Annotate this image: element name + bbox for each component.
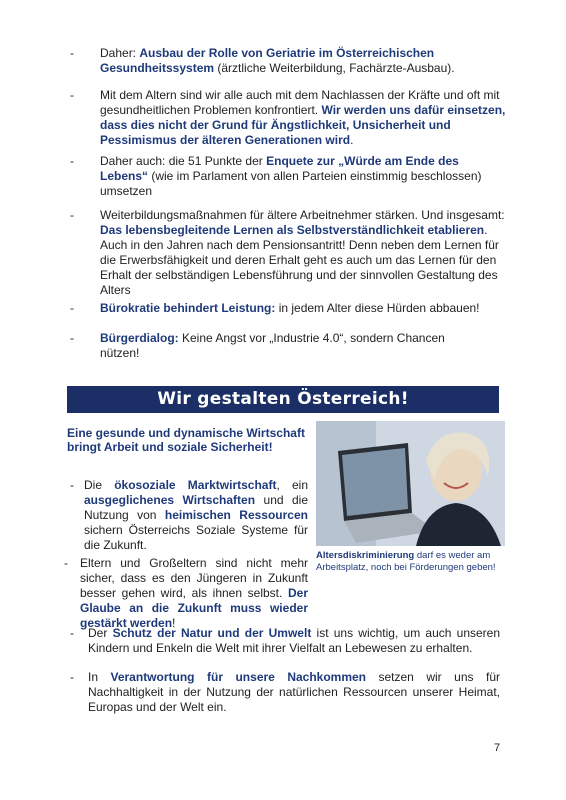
bullet-run: ist uns wichtig, um auch unseren Kindern und Enkeln die Welt mit ihrer Vielfalt an Lebewesen zu erhalten. [88,626,501,655]
section-banner: Wir gestalten Österreich! [67,386,499,413]
bullet-run: Eltern und Großeltern sind nicht mehr sicher, dass es den Jüngeren in Zukunft besser gehen wird, als ihnen selbst. [80,556,308,600]
bullet-run: Keine Angst vor „Industrie 4.0“, sondern Chancen nützen! [100,331,445,360]
photo-caption [316,550,511,574]
bullet-text [100,331,480,361]
bullet-dash: - [70,626,74,640]
caption-text: darf es weder am Arbeitsplatz, noch bei Förderungen geben! [316,550,496,573]
bullet-text [100,154,510,199]
bullet-run: Der [88,626,113,640]
bullet-emphasis: Bürokratie behindert Leistung: [100,301,276,315]
bullet-run: (wie im Parlament von allen Parteien einstimmig beschlossen) umsetzen [100,169,482,198]
section-intro: Eine gesunde und dynamische Wirtschaft bringt Arbeit und soziale Sicherheit! [67,426,305,454]
bullet-run: ! [172,616,176,630]
bullet-text [100,88,510,148]
bullet-dash: - [70,46,74,60]
bullet-dash: - [70,154,74,168]
bullet-emphasis: Wir werden uns dafür einsetzen, dass dies nicht der Grund für Ängstlichkeit, Unsicherheit und Pessimismus der älteren Generationen wird [100,103,506,147]
bullet-item [64,556,308,631]
bullet-item [70,88,510,148]
bullet-item [70,208,510,298]
bullet-run: , ein [276,478,309,492]
bullet-dash: - [70,88,74,102]
bullet-emphasis: ausgeglichenes Wirtschaften [84,493,256,507]
bullet-item [70,154,510,199]
bullet-item [70,46,510,76]
bullet-item [70,478,308,553]
bullet-run: Daher: [100,46,140,60]
bullet-emphasis: Bürgerdialog: [100,331,179,345]
bullet-text [100,208,510,298]
bullet-emphasis: Enquete zur „Würde am Ende des Lebens“ [100,154,459,183]
bullet-emphasis: Verantwortung für unsere Nachkommen [110,670,367,684]
bullet-run: setzen wir uns für Nachhaltigkeit in der Nutzung der natürlichen Ressourcen unserer Heimat, Europas und der Welt ein. [88,670,501,714]
bullet-run: . [350,133,354,147]
bullet-run: und die Nutzung von [84,493,309,522]
bullet-dash: - [64,556,68,570]
bullet-text [88,626,500,656]
page-number: 7 [494,742,501,754]
bullet-item [70,331,480,361]
bullet-run: Die [84,478,115,492]
bullet-item [70,301,510,316]
bullet-run: In [88,670,111,684]
bullet-emphasis: Der Glaube an die Zukunft muss wieder gestärkt werden [80,586,308,630]
bullet-item [70,670,500,715]
bullet-dash: - [70,331,74,345]
bullet-emphasis: Das lebensbegleitende Lernen als Selbstverständlichkeit etablieren [100,223,485,237]
bullet-dash: - [70,208,74,222]
bullet-run: Daher auch: die 51 Punkte der [100,154,267,168]
bullet-run: sichern Österreichs Soziale Systeme für die Zukunft. [84,523,308,552]
bullet-emphasis: Schutz der Natur und der Umwelt [112,626,312,640]
bullet-item [70,626,500,656]
bullet-dash: - [70,478,74,492]
photo-illustration [316,421,505,546]
bullet-text [80,556,308,631]
bullet-run: Weiterbildungsmaßnahmen für ältere Arbeitnehmer stärken. Und insgesamt: [100,208,505,222]
bullet-dash: - [70,670,74,684]
bullet-emphasis: ökosoziale Marktwirtschaft [114,478,277,492]
caption-bold: Altersdiskriminierung [316,550,415,561]
woman-laptop-photo [316,421,505,546]
bullet-dash: - [70,301,74,315]
bullet-text [88,670,500,715]
bullet-run: Mit dem Altern sind wir alle auch mit dem Nachlassen der Kräfte und oft mit gesundheitlichen Problemen konfrontiert. [100,88,500,117]
bullet-run: (ärztliche Weiterbildung, Fachärzte-Ausbau). [214,61,455,75]
bullet-emphasis: Ausbau der Rolle von Geriatrie im Österreichischen Gesundheitssystem [100,46,435,75]
bullet-text [100,46,510,76]
bullet-text [100,301,510,316]
bullet-emphasis: heimischen Ressourcen [164,508,308,522]
bullet-run: in jedem Alter diese Hürden abbauen! [275,301,480,315]
bullet-text [84,478,308,553]
bullet-run: . Auch in den Jahren nach dem Pensionsantritt! Denn neben dem Lernen für die Erwerbsfähigkeit und deren Erhalt geht es auch um das Lernen für den Erhalt der selbständigen Lebensführung und der sinnvollen Gestaltung des Alters [100,223,499,297]
